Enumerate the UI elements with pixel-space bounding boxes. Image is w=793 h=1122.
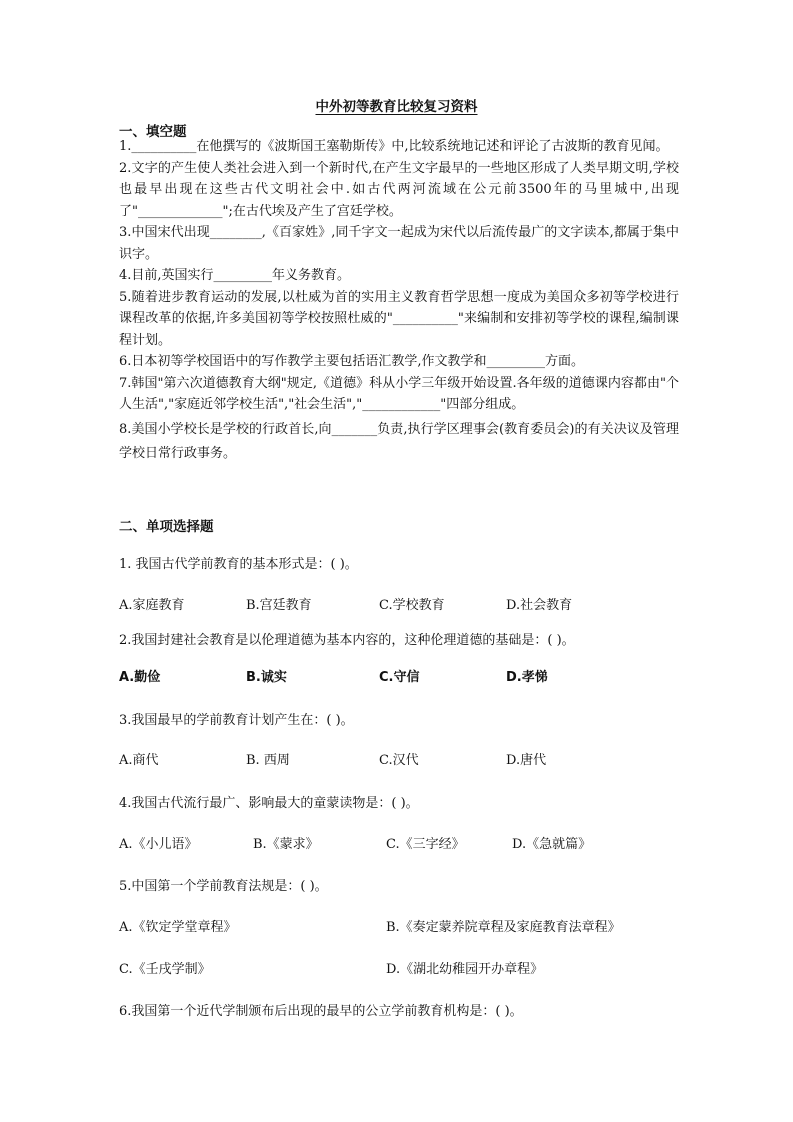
fill-in-question-list — [119, 136, 679, 466]
choice-question-5-option-c: C.《壬戌学制》 — [119, 962, 211, 977]
choice-question-1-option-d: D.社会教育 — [506, 598, 573, 613]
choice-question-5-stem: 5.中国第一个学前教育法规是：( )。 — [119, 879, 328, 894]
choice-question-5-option-a: A.《钦定学堂章程》 — [119, 920, 237, 935]
fill-in-question-7: 7.韩国"第六次道德教育大纲"规定,《道德》科从小学三年级开始设置.各年级的道德课内容都由"个人生活","家庭近邻学校生活","社会生活","____________"四部分组成。 — [119, 375, 679, 412]
fill-in-question-5: 5.随着进步教育运动的发展,以杜威为首的实用主义教育哲学思想一度成为美国众多初等学校进行课程改革的依据,许多美国初等学校按照杜威的"__________"来编制和安排初等学校的课程,编制课程计划。 — [119, 289, 679, 348]
choice-question-4-option-c: C.《三字经》 — [386, 837, 465, 852]
fill-in-question-1: 1.__________在他撰写的《波斯国王塞勒斯传》中,比较系统地记述和评论了古波斯的教育见闻。 — [119, 139, 669, 154]
page-title: 中外初等教育比较复习资料 — [315, 99, 478, 115]
choice-question-2-stem: 2.我国封建社会教育是以伦理道德为基本内容的，这种伦理道德的基础是：( )。 — [119, 633, 575, 648]
choice-question-1-option-b: B.宫廷教育 — [246, 598, 312, 613]
choice-question-4-option-d: D.《急就篇》 — [512, 837, 592, 852]
fill-in-question-2: 2.文字的产生使人类社会进入到一个新时代,在产生文字最早的一些地区形成了人类早期文明,学校也最早出现在这些古代文明社会中.如古代两河流域在公元前3500年的马里城中,出现了"_____________";在古代埃及产生了宫廷学校。 — [119, 160, 679, 219]
choice-question-4-stem: 4.我国古代流行最广、影响最大的童蒙读物是：( )。 — [119, 796, 419, 811]
section-heading-single-choice: 二、单项选择题 — [119, 519, 214, 535]
choice-question-2-option-b: B.诚实 — [246, 670, 287, 685]
choice-question-3-stem: 3.我国最早的学前教育计划产生在：( )。 — [119, 713, 354, 728]
choice-question-3-option-c: C.汉代 — [379, 753, 419, 768]
choice-question-4-option-b: B.《蒙求》 — [253, 837, 319, 852]
choice-question-6-stem: 6.我国第一个近代学制颁布后出现的最早的公立学前教育机构是：( )。 — [119, 1004, 523, 1019]
choice-question-1-stem: 1. 我国古代学前教育的基本形式是：( )。 — [119, 557, 358, 572]
section-heading-fill-in: 一、填空题 — [119, 124, 187, 140]
choice-question-2-option-d: D.孝悌 — [506, 670, 548, 685]
choice-question-1-option-a: A.家庭教育 — [119, 598, 185, 613]
choice-question-4-option-a: A.《小儿语》 — [119, 837, 198, 852]
fill-in-question-6: 6.日本初等学校国语中的写作教学主要包括语汇教学,作文教学和_________方面。 — [119, 354, 585, 369]
choice-question-3-option-b: B. 西周 — [246, 753, 290, 768]
choice-question-2-option-c: C.守信 — [379, 670, 420, 685]
fill-in-question-8: 8.美国小学校长是学校的行政首长,向_______负责,执行学区理事会(教育委员会)的有关决议及管理学校日常行政事务。 — [119, 421, 679, 461]
choice-question-3-option-d: D.唐代 — [506, 753, 547, 768]
choice-question-2-option-a: A.勤俭 — [119, 670, 161, 685]
choice-question-3-option-a: A.商代 — [119, 753, 159, 768]
choice-question-5-option-d: D.《湖北幼稚园开办章程》 — [386, 962, 544, 977]
choice-question-5-option-b: B.《奏定蒙养院章程及家庭教育法章程》 — [386, 920, 621, 935]
fill-in-question-3: 3.中国宋代出现________,《百家姓》,同千字文一起成为宋代以后流传最广的文字读本,都属于集中识字。 — [119, 225, 679, 262]
choice-question-1-option-c: C.学校教育 — [379, 598, 445, 613]
fill-in-question-4: 4.目前,英国实行_________年义务教育。 — [119, 268, 351, 283]
